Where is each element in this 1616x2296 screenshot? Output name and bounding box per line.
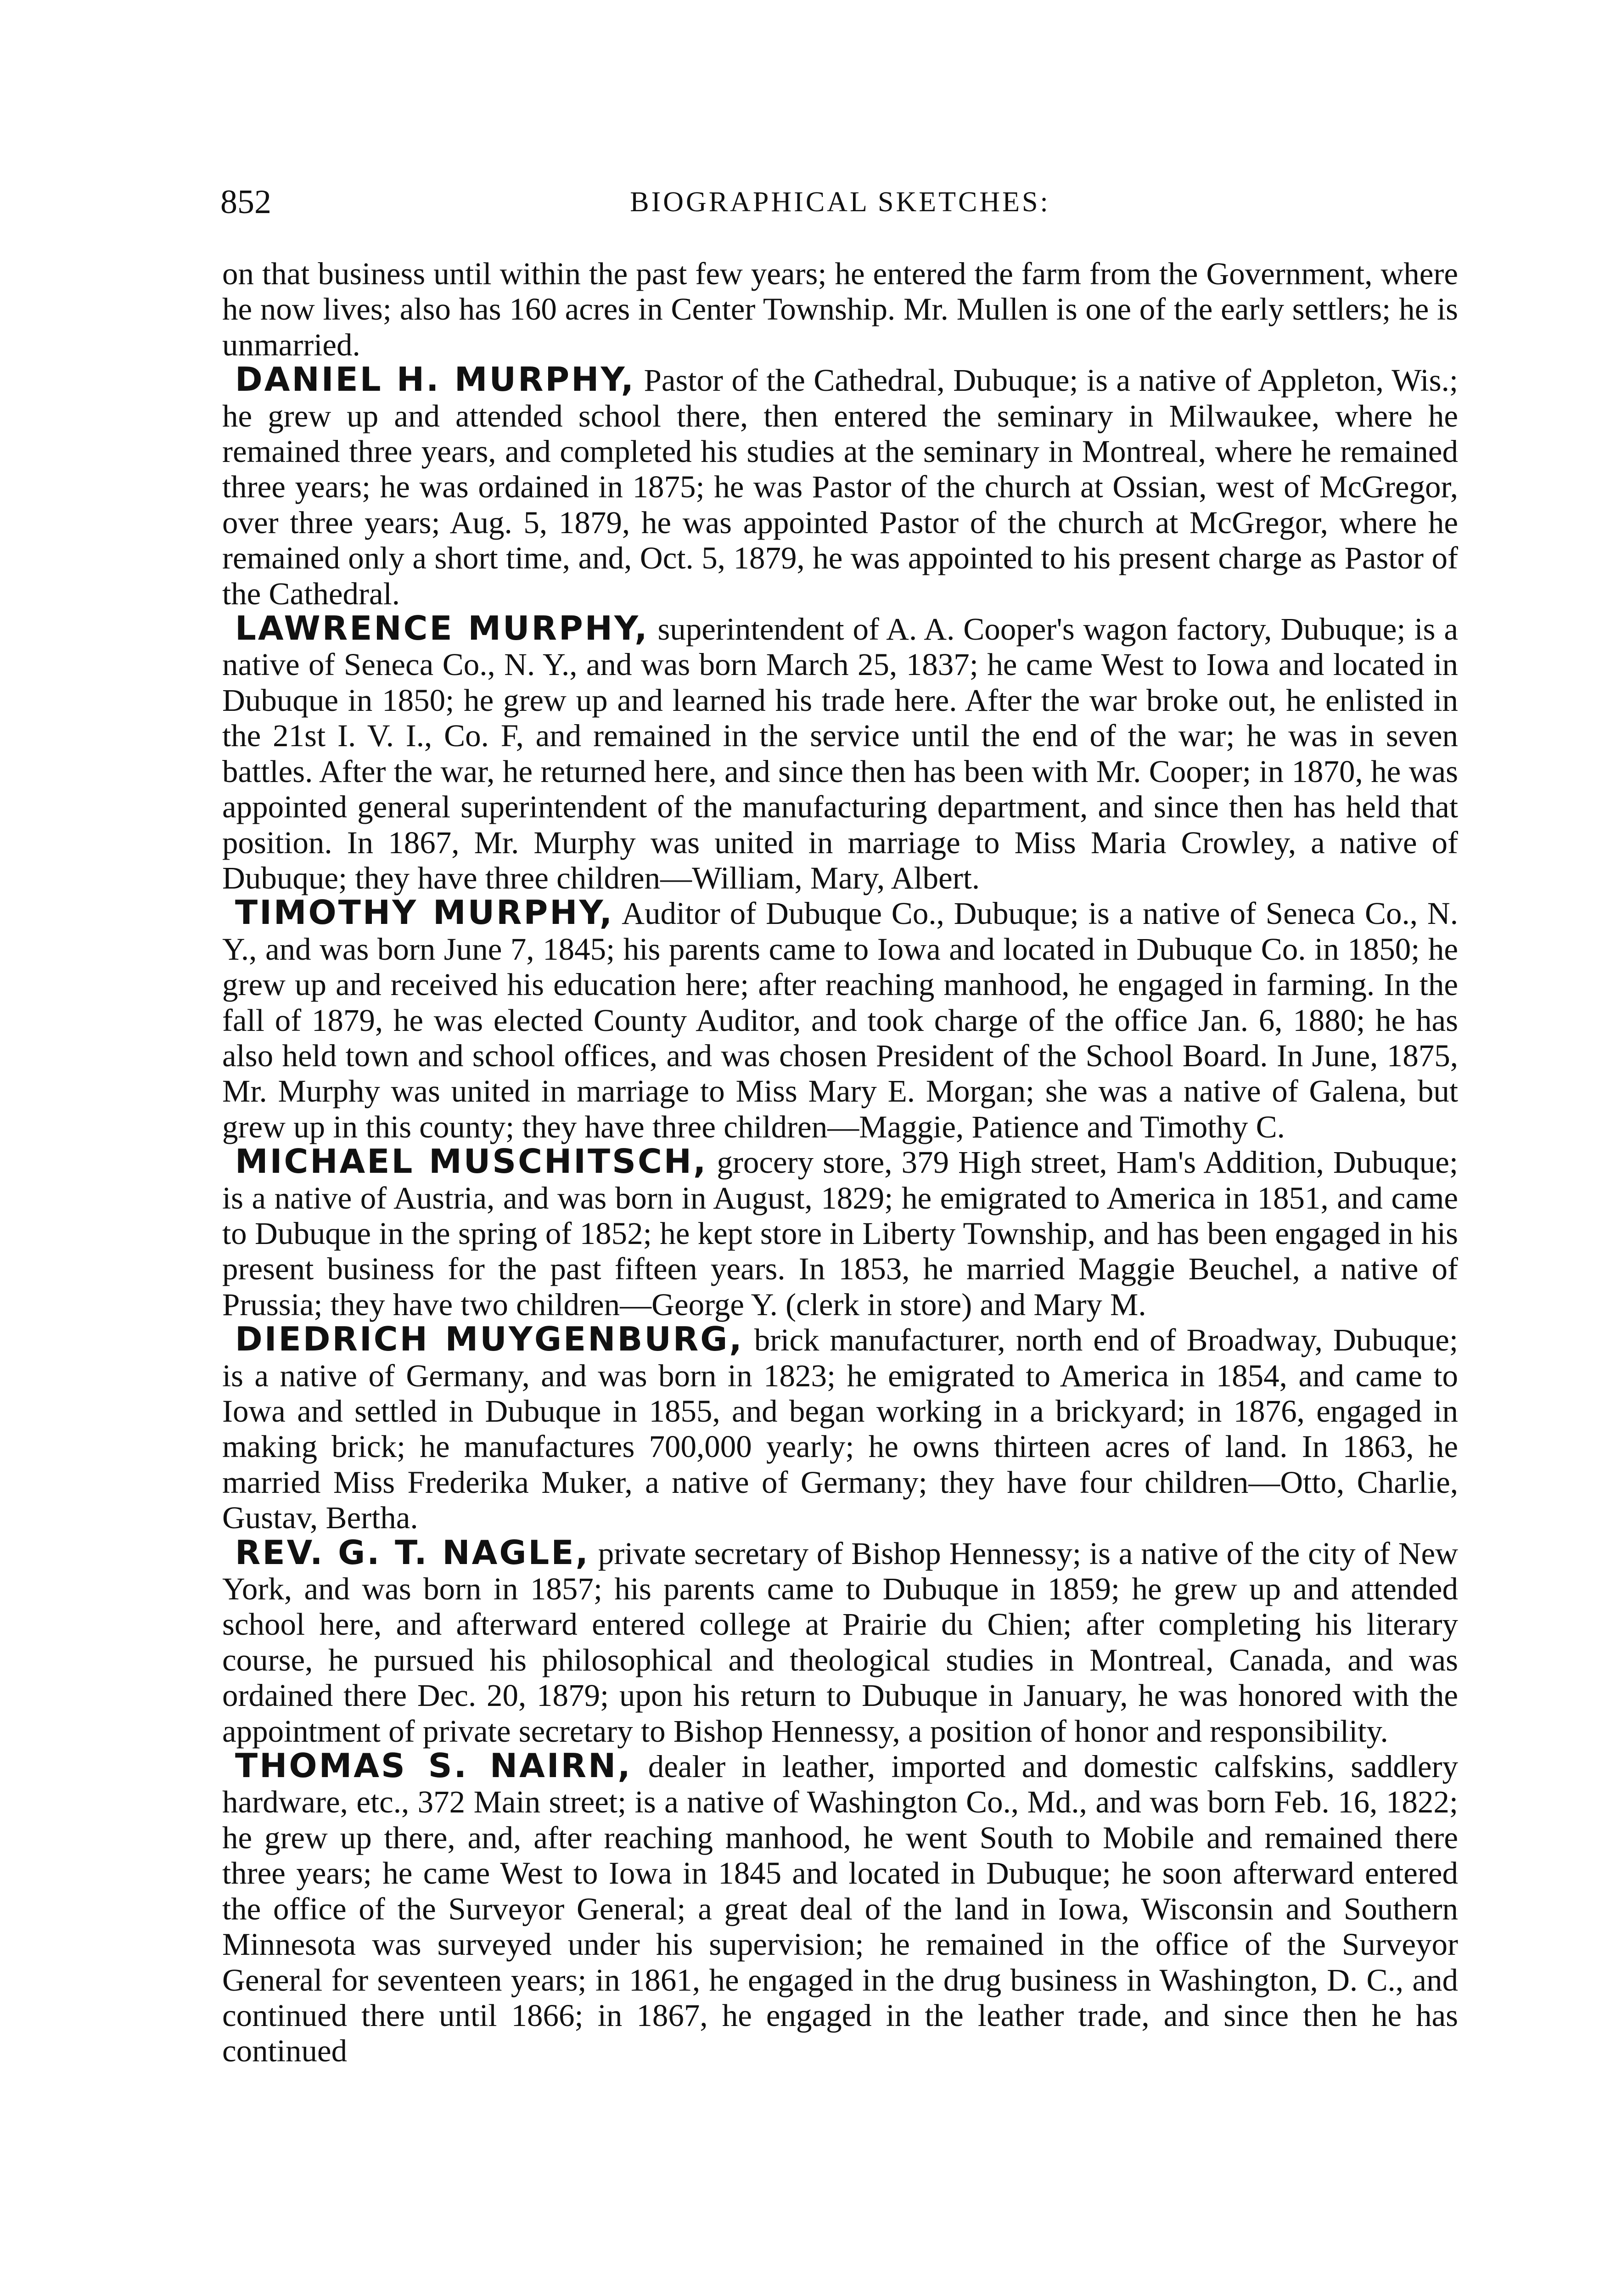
entry-name: THOMAS S. NAIRN, [235,1746,632,1785]
entry-name: LAWRENCE MURPHY, [235,609,649,648]
biography-entry [222,1533,1459,1749]
biography-entry [222,1746,1458,2069]
entry-text: private secretary of Bishop Hennessy; is a native of the city of New York, and was born in 1857; his parents came to Dubuque in 1859; he grew up and attended school here, and afterward entered college at Prairie du Chien; after completing his literary course, he pursued his philosophical and theological studies in Montreal, Canada, and was ordained there Dec. 20, 1879; upon his return to Dubuque in January, he was honored with the appointment of private secretary to Bishop Hennessy, a position of honor and responsibility. [222,1536,1459,1749]
continued-entry [222,256,1458,363]
page-number: 852 [220,183,271,221]
page-header [220,177,1460,227]
biography-entry [222,1322,1458,1536]
entry-text: on that business until within the past few years; he entered the farm from the Government, where he now lives; also has 160 acres in Center Township. Mr. Mullen is one of the early settlers; he is unmarried. [222,256,1458,362]
biography-entry [222,1142,1458,1322]
entry-text: Pastor of the Cathedral, Dubuque; is a native of Appleton, Wis.; he grew up and attended school there, then entered the seminary in Milwaukee, where he remained three years, and completed his studies at the seminary in Montreal, where he remained three years; he was ordained in 1875; he was Pastor of the church at Ossian, west of McGregor, over three years; Aug. 5, 1879, he was appointed Pastor of the church at McGregor, where he remained only a short time, and, Oct. 5, 1879, he was appointed to his present charge as Pastor of the Cathedral. [222,363,1458,611]
entry-text: brick manufacturer, north end of Broadway, Dubuque; is a native of Germany, and was born in 1823; he emigrated to America in 1854, and came to Iowa and settled in Dubuque in 1855, and began working in a brickyard; in 1876, engaged in making brick; he manufactures 700,000 yearly; he owns thirteen acres of land. In 1863, he married Miss Frederika Muker, a native of Germany; they have four children—Otto, Charlie, Gustav, Bertha. [222,1322,1459,1536]
entry-text: dealer in leather, imported and domestic calfskins, saddlery hardware, etc., 372 Main street; is a native of Washington Co., Md., and was born Feb. 16, 1822; he grew up there, and, after reaching manhood, he went South to Mobile and remained there three years; he came West to Iowa in 1845 and located in Dubuque; he soon afterward entered the office of the Surveyor General; a great deal of the land in Iowa, Wisconsin and Southern Minnesota was surveyed under his supervision; he remained in the office of the Surveyor General for seventeen years; in 1861, he engaged in the drug business in Washington, D. C., and continued there until 1866; in 1867, he engaged in the leather trade, and since then he has continued [222,1749,1458,2069]
biography-entry [222,609,1458,896]
entry-text: Auditor of Dubuque Co., Dubuque; is a native of Seneca Co., N. Y., and was born June 7, 1845; his parents came to Iowa and located in Dubuque Co. in 1850; he grew up and received his education here; after reaching manhood, he engaged in farming. In the fall of 1879, he was elected County Auditor, and took charge of the office Jan. 6, 1880; he has also held town and school offices, and was chosen President of the School Board. In June, 1875, Mr. Murphy was united in marriage to Miss Mary E. Morgan; she was a native of Galena, but grew up in this county; they have three children—Maggie, Patience and Timothy C. [222,896,1458,1144]
entry-name: DIEDRICH MUYGENBURG, [235,1320,744,1359]
entry-name: DANIEL H. MURPHY, [235,360,636,399]
biography-entry [222,893,1458,1145]
entry-name: TIMOTHY MURPHY, [235,893,614,932]
biography-text [222,256,1458,2069]
entry-text: superintendent of A. A. Cooper's wagon factory, Dubuque; is a native of Seneca Co., N. Y., and was born March 25, 1837; he came West to Iowa and located in Dubuque in 1850; he grew up and learned his trade here. After the war broke out, he enlisted in the 21st I. V. I., Co. F, and remained in the service until the end of the war; he was in seven battles. After the war, he returned here, and since then has been with Mr. Cooper; in 1870, he was appointed general superintendent of the manufacturing department, and since then has held that position. In 1867, Mr. Murphy was united in marriage to Miss Maria Crowley, a native of Dubuque; they have three children—William, Mary, Albert. [222,612,1458,895]
entry-name: MICHAEL MUSCHITSCH, [235,1142,708,1181]
entry-name: REV. G. T. NAGLE, [235,1533,590,1572]
running-title: BIOGRAPHICAL SKETCHES: [630,186,1050,218]
biography-entry [222,360,1458,612]
entry-text: grocery store, 379 High street, Ham's Addition, Dubuque; is a native of Austria, and was born in August, 1829; he emigrated to America in 1851, and came to Dubuque in the spring of 1852; he kept store in Liberty Township, and has been engaged in his present business for the past fifteen years. In 1853, he married Maggie Beuchel, a native of Prussia; they have two children—George Y. (clerk in store) and Mary M. [222,1145,1458,1322]
